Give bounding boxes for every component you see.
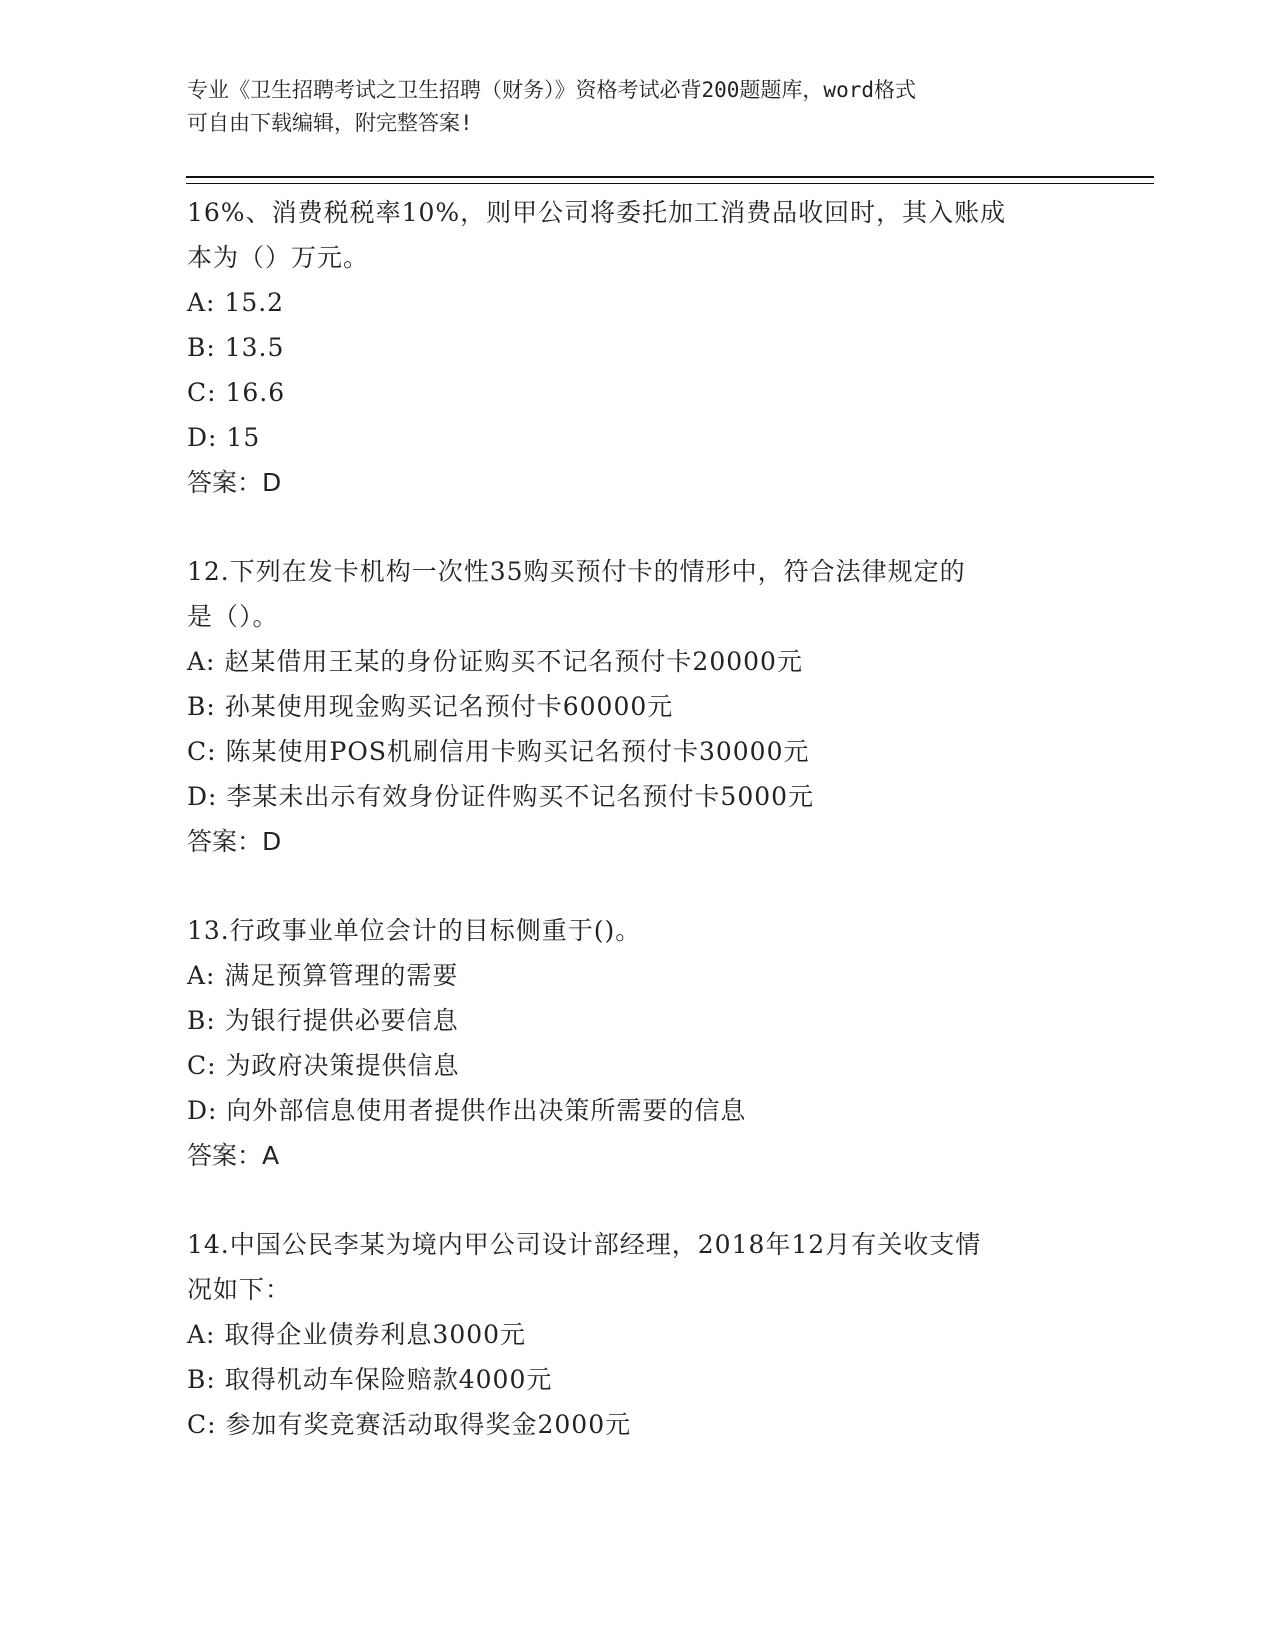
header-line-2: 可自由下载编辑，附完整答案! xyxy=(187,111,473,135)
question-block xyxy=(187,549,1067,864)
header-divider xyxy=(186,176,1154,184)
question-block xyxy=(187,908,1067,1178)
question-block xyxy=(187,190,1067,505)
question-list xyxy=(187,190,1067,1447)
option-b: B: 为银行提供必要信息 xyxy=(187,1006,459,1035)
option-a: A: 赵某借用王某的身份证购买不记名预付卡20000元 xyxy=(187,647,803,676)
header-line-1: 专业《卫生招聘考试之卫生招聘（财务）》资格考试必背200题题库，word格式 xyxy=(187,78,916,102)
document-header xyxy=(187,74,1067,140)
option-c: C: 参加有奖竞赛活动取得奖金2000元 xyxy=(187,1410,632,1439)
question-stem-line: 13.行政事业单位会计的目标侧重于()。 xyxy=(187,916,642,945)
option-a: A: 15.2 xyxy=(187,288,285,317)
question-stem-line: 14.中国公民李某为境内甲公司设计部经理，2018年12月有关收支情 xyxy=(187,1230,982,1259)
question-stem-line: 16%、消费税税率10%，则甲公司将委托加工消费品收回时，其入账成 xyxy=(187,198,1007,227)
question-stem-line: 况如下： xyxy=(187,1275,292,1304)
option-b: B: 13.5 xyxy=(187,333,285,362)
question-stem-line: 是（）。 xyxy=(187,602,279,631)
option-b: B: 取得机动车保险赔款4000元 xyxy=(187,1365,553,1394)
option-d: D: 向外部信息使用者提供作出决策所需要的信息 xyxy=(187,1096,747,1125)
option-d: D: 15 xyxy=(187,423,261,452)
option-c: C: 为政府决策提供信息 xyxy=(187,1051,460,1080)
option-b: B: 孙某使用现金购买记名预付卡60000元 xyxy=(187,692,674,721)
option-c: C: 16.6 xyxy=(187,378,286,407)
option-a: A: 取得企业债券利息3000元 xyxy=(187,1320,527,1349)
question-block xyxy=(187,1222,1067,1447)
option-a: A: 满足预算管理的需要 xyxy=(187,961,459,990)
question-stem-line: 12.下列在发卡机构一次性35购买预付卡的情形中，符合法律规定的 xyxy=(187,557,966,586)
option-c: C: 陈某使用POS机刷信用卡购买记名预付卡30000元 xyxy=(187,737,810,766)
answer-line: 答案：D xyxy=(187,827,282,856)
answer-line: 答案：A xyxy=(187,1141,280,1170)
option-d: D: 李某未出示有效身份证件购买不记名预付卡5000元 xyxy=(187,782,815,811)
question-stem-line: 本为（）万元。 xyxy=(187,243,370,272)
answer-line: 答案：D xyxy=(187,468,282,497)
